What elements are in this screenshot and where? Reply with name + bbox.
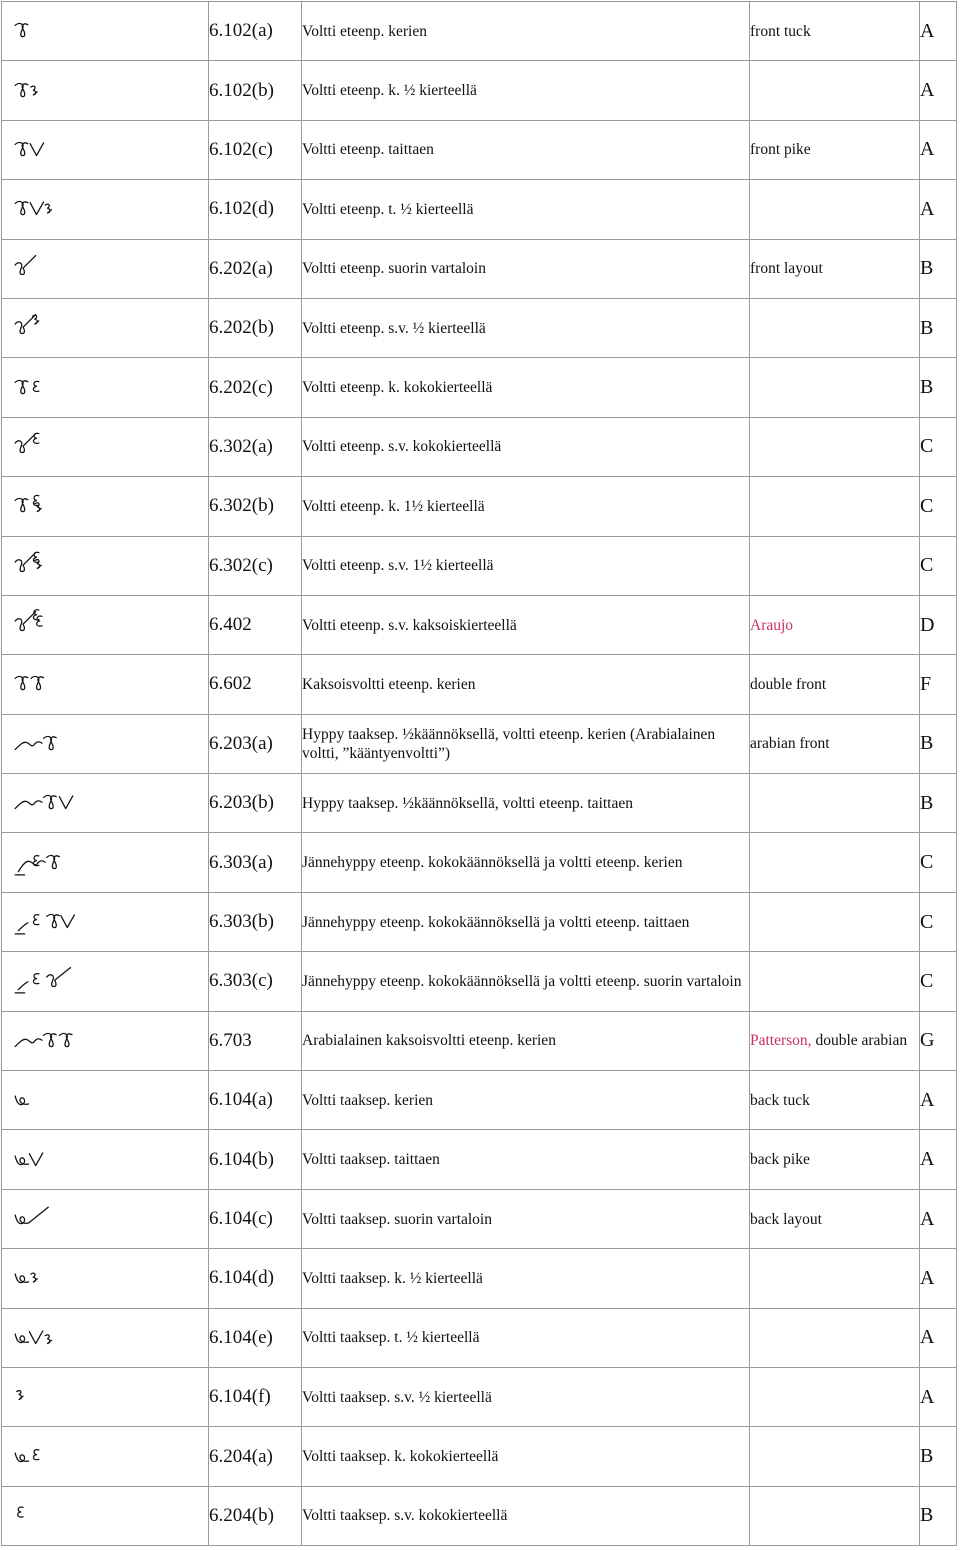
difficulty-grade: A [920, 180, 957, 239]
difficulty-grade: C [920, 833, 957, 892]
skill-description: Hyppy taaksep. ½käännöksellä, voltti eteenp. taittaen [302, 774, 750, 833]
table-row [2, 1308, 957, 1367]
notation-cell [2, 952, 209, 1011]
difficulty-grade: B [920, 714, 957, 773]
notation-cell [2, 61, 209, 120]
notation-cell [2, 1367, 209, 1426]
english-name-cell [750, 833, 920, 892]
english-name: back tuck [750, 1091, 810, 1109]
difficulty-grade: A [920, 1189, 957, 1248]
notation-cell [2, 477, 209, 536]
table-row [2, 655, 957, 714]
table-row [2, 952, 957, 1011]
skill-code: 6.102(a) [209, 2, 302, 61]
skill-description: Voltti taaksep. s.v. kokokierteellä [302, 1486, 750, 1545]
table-row [2, 1427, 957, 1486]
skill-code: 6.203(a) [209, 714, 302, 773]
skill-description: Voltti eteenp. k. 1½ kierteellä [302, 477, 750, 536]
skill-notation-icon [2, 1323, 112, 1353]
english-name-cell [750, 1427, 920, 1486]
skill-notation-icon [2, 1145, 112, 1175]
skill-notation-icon [2, 313, 112, 343]
english-name-cell [750, 180, 920, 239]
notation-cell [2, 239, 209, 298]
difficulty-grade: C [920, 477, 957, 536]
english-name: back layout [750, 1210, 822, 1228]
skill-code: 6.104(c) [209, 1189, 302, 1248]
notation-cell [2, 358, 209, 417]
skill-table [1, 1, 957, 1546]
english-name-cell [750, 120, 920, 179]
english-name: front pike [750, 141, 811, 159]
skill-description: Voltti eteenp. taittaen [302, 120, 750, 179]
difficulty-grade: B [920, 358, 957, 417]
notation-cell [2, 714, 209, 773]
skill-notation-icon [2, 432, 112, 462]
difficulty-grade: B [920, 774, 957, 833]
skill-description: Voltti eteenp. k. ½ kierteellä [302, 61, 750, 120]
difficulty-grade: A [920, 61, 957, 120]
notation-cell [2, 833, 209, 892]
notation-cell [2, 1071, 209, 1130]
skill-code: 6.102(d) [209, 180, 302, 239]
skill-notation-icon [2, 491, 112, 521]
skill-notation-icon [2, 1382, 112, 1412]
skill-notation-icon [2, 1026, 112, 1056]
difficulty-grade: C [920, 892, 957, 951]
skill-notation-icon [2, 551, 112, 581]
skill-description: Voltti eteenp. s.v. 1½ kierteellä [302, 536, 750, 595]
table-row [2, 298, 957, 357]
notation-cell [2, 655, 209, 714]
notation-cell [2, 595, 209, 654]
skill-code: 6.104(e) [209, 1308, 302, 1367]
english-name-cell [750, 952, 920, 1011]
skill-code: 6.102(c) [209, 120, 302, 179]
difficulty-grade: A [920, 120, 957, 179]
english-name: back pike [750, 1151, 810, 1169]
skill-notation-icon [2, 76, 112, 106]
skill-description: Voltti taaksep. suorin vartaloin [302, 1189, 750, 1248]
english-name-cell [750, 61, 920, 120]
skill-description: Jännehyppy eteenp. kokokäännöksellä ja voltti eteenp. taittaen [302, 892, 750, 951]
difficulty-grade: A [920, 1367, 957, 1426]
table-row [2, 1071, 957, 1130]
skill-description: Voltti eteenp. t. ½ kierteellä [302, 180, 750, 239]
difficulty-grade: A [920, 1308, 957, 1367]
notation-cell [2, 536, 209, 595]
skill-table-body [2, 2, 957, 1546]
skill-code: 6.303(a) [209, 833, 302, 892]
notation-cell [2, 417, 209, 476]
skill-description: Arabialainen kaksoisvoltti eteenp. kerien [302, 1011, 750, 1070]
english-name-cell [750, 536, 920, 595]
notation-cell [2, 1189, 209, 1248]
skill-description: Voltti taaksep. s.v. ½ kierteellä [302, 1367, 750, 1426]
table-row [2, 477, 957, 536]
notation-cell [2, 120, 209, 179]
english-name-cell [750, 1249, 920, 1308]
table-row [2, 774, 957, 833]
english-name-cell [750, 1130, 920, 1189]
table-row [2, 536, 957, 595]
table-row [2, 358, 957, 417]
skill-notation-icon [2, 1501, 112, 1531]
table-row [2, 1367, 957, 1426]
notation-cell [2, 892, 209, 951]
skill-code: 6.303(b) [209, 892, 302, 951]
skill-code: 6.302(a) [209, 417, 302, 476]
table-row [2, 417, 957, 476]
difficulty-grade: B [920, 239, 957, 298]
skill-code: 6.303(c) [209, 952, 302, 1011]
difficulty-grade: A [920, 2, 957, 61]
skill-notation-icon [2, 729, 112, 759]
notation-cell [2, 1486, 209, 1545]
table-row [2, 180, 957, 239]
english-name-cell [750, 892, 920, 951]
skill-notation-icon [2, 1442, 112, 1472]
skill-description: Voltti taaksep. kerien [302, 1071, 750, 1130]
skill-code: 6.703 [209, 1011, 302, 1070]
difficulty-grade: G [920, 1011, 957, 1070]
english-name-cell [750, 774, 920, 833]
difficulty-grade: B [920, 1486, 957, 1545]
table-row [2, 595, 957, 654]
english-name-cell [750, 239, 920, 298]
skill-notation-icon [2, 610, 112, 640]
difficulty-grade: F [920, 655, 957, 714]
table-row [2, 714, 957, 773]
skill-code: 6.104(d) [209, 1249, 302, 1308]
skill-code: 6.203(b) [209, 774, 302, 833]
notation-cell [2, 1308, 209, 1367]
notation-cell [2, 1427, 209, 1486]
difficulty-grade: A [920, 1249, 957, 1308]
english-name-cell [750, 1308, 920, 1367]
difficulty-grade: B [920, 1427, 957, 1486]
notation-cell [2, 1249, 209, 1308]
english-name-cell [750, 595, 920, 654]
english-name-cell [750, 358, 920, 417]
skill-notation-icon [2, 194, 112, 224]
english-name-cell [750, 1011, 920, 1070]
english-name-cell [750, 1486, 920, 1545]
skill-notation-icon [2, 848, 112, 878]
table-row [2, 1249, 957, 1308]
difficulty-grade: C [920, 417, 957, 476]
english-name-cell [750, 714, 920, 773]
difficulty-grade: A [920, 1130, 957, 1189]
table-row [2, 1189, 957, 1248]
english-name: front layout [750, 260, 823, 278]
notation-cell [2, 1130, 209, 1189]
skill-notation-icon [2, 135, 112, 165]
skill-code: 6.104(f) [209, 1367, 302, 1426]
skill-code: 6.202(a) [209, 239, 302, 298]
notation-cell [2, 1011, 209, 1070]
skill-description: Voltti taaksep. taittaen [302, 1130, 750, 1189]
skill-description: Voltti taaksep. t. ½ kierteellä [302, 1308, 750, 1367]
table-row [2, 1486, 957, 1545]
skill-notation-icon [2, 669, 112, 699]
english-name-cell [750, 417, 920, 476]
skill-code: 6.104(a) [209, 1071, 302, 1130]
skill-code: 6.402 [209, 595, 302, 654]
notation-cell [2, 774, 209, 833]
skill-notation-icon [2, 373, 112, 403]
skill-description: Voltti eteenp. kerien [302, 2, 750, 61]
english-name-cell [750, 2, 920, 61]
skill-code: 6.102(b) [209, 61, 302, 120]
skill-description: Voltti taaksep. k. ½ kierteellä [302, 1249, 750, 1308]
skill-notation-icon [2, 1263, 112, 1293]
table-row [2, 1130, 957, 1189]
difficulty-grade: C [920, 536, 957, 595]
skill-code: 6.202(b) [209, 298, 302, 357]
named-skill-highlight: Patterson, [750, 1032, 812, 1050]
difficulty-grade: D [920, 595, 957, 654]
skill-description: Jännehyppy eteenp. kokokäännöksellä ja voltti eteenp. kerien [302, 833, 750, 892]
skill-notation-icon [2, 1204, 112, 1234]
difficulty-grade: C [920, 952, 957, 1011]
notation-cell [2, 2, 209, 61]
skill-notation-icon [2, 16, 112, 46]
skill-code: 6.204(a) [209, 1427, 302, 1486]
english-name-cell [750, 1367, 920, 1426]
skill-notation-icon [2, 966, 112, 996]
table-row [2, 1011, 957, 1070]
skill-code: 6.204(b) [209, 1486, 302, 1545]
english-name-cell [750, 1189, 920, 1248]
skill-code: 6.302(b) [209, 477, 302, 536]
skill-description: Voltti eteenp. suorin vartaloin [302, 239, 750, 298]
notation-cell [2, 180, 209, 239]
table-row [2, 61, 957, 120]
skill-description: Voltti taaksep. k. kokokierteellä [302, 1427, 750, 1486]
table-row [2, 833, 957, 892]
english-name: double arabian [815, 1032, 908, 1050]
skill-notation-icon [2, 788, 112, 818]
skill-code: 6.602 [209, 655, 302, 714]
skill-description: Hyppy taaksep. ½käännöksellä, voltti eteenp. kerien (Arabialainen voltti, ”kääntyenvoltti”) [302, 714, 750, 773]
skill-notation-icon [2, 1085, 112, 1115]
skill-notation-icon [2, 907, 112, 937]
skill-description: Voltti eteenp. s.v. kokokierteellä [302, 417, 750, 476]
difficulty-grade: A [920, 1071, 957, 1130]
english-name: double front [750, 675, 827, 693]
skill-code: 6.202(c) [209, 358, 302, 417]
named-skill-highlight: Araujo [750, 616, 794, 634]
english-name-cell [750, 1071, 920, 1130]
table-row [2, 892, 957, 951]
english-name: arabian front [750, 735, 830, 753]
notation-cell [2, 298, 209, 357]
english-name-cell [750, 477, 920, 536]
skill-notation-icon [2, 254, 112, 284]
difficulty-grade: B [920, 298, 957, 357]
skill-description: Voltti eteenp. s.v. kaksoiskierteellä [302, 595, 750, 654]
skill-description: Jännehyppy eteenp. kokokäännöksellä ja voltti eteenp. suorin vartaloin [302, 952, 750, 1011]
skill-description: Kaksoisvoltti eteenp. kerien [302, 655, 750, 714]
english-name-cell [750, 298, 920, 357]
skill-description: Voltti eteenp. s.v. ½ kierteellä [302, 298, 750, 357]
skill-code: 6.104(b) [209, 1130, 302, 1189]
table-row [2, 239, 957, 298]
table-row [2, 120, 957, 179]
english-name-cell [750, 655, 920, 714]
skill-description: Voltti eteenp. k. kokokierteellä [302, 358, 750, 417]
english-name: front tuck [750, 22, 811, 40]
skill-code: 6.302(c) [209, 536, 302, 595]
table-row [2, 2, 957, 61]
